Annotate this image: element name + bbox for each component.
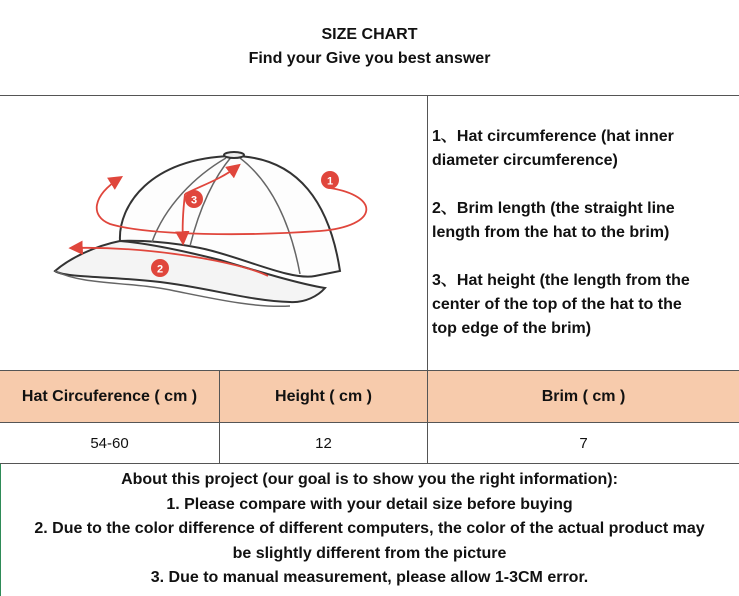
size-table-header (0, 370, 739, 423)
description-height: 3、Hat height (the length from the center of the top of the hat to the top edge of the brim) (432, 272, 690, 337)
page-title: SIZE CHART (321, 26, 418, 43)
page-subtitle: Find your Give you best answer (248, 50, 491, 67)
svg-text:2: 2 (156, 263, 164, 276)
cell-brim: 7 (579, 434, 588, 452)
note-3: 3. Due to manual measurement, please allow 1-3CM error. (150, 569, 589, 586)
note-intro: About this project (our goal is to show you the right information): (121, 471, 618, 488)
table-row (0, 423, 739, 464)
svg-text:1: 1 (326, 175, 334, 188)
marker-1 (321, 171, 339, 189)
note-2-cont: be slightly different from the picture (232, 544, 507, 562)
project-notes (0, 468, 739, 591)
marker-3 (185, 190, 203, 208)
baseball-cap-diagram (0, 96, 428, 370)
note-1: 1. Please compare with your detail size before buying (166, 495, 573, 513)
marker-2 (151, 259, 169, 277)
svg-text:3: 3 (190, 194, 198, 207)
measurement-descriptions (428, 96, 739, 370)
column-header-brim: Brim ( cm ) (541, 387, 626, 405)
column-header-height: Height ( cm ) (220, 371, 428, 422)
hat-diagram-cell (0, 96, 428, 370)
header (0, 0, 739, 96)
description-circumference: 1、Hat circumference (hat inner diameter circumference) (432, 128, 674, 169)
cap-outline-icon (55, 152, 340, 306)
cell-circumference: 54-60 (0, 423, 220, 463)
note-2: 2. Due to the color difference of different computers, the color of the actual product may (34, 520, 705, 537)
cell-height: 12 (220, 423, 428, 463)
column-header-circumference: Hat Circuference ( cm ) (0, 371, 220, 422)
description-brim: 2、Brim length (the straight line length from the hat to the brim) (432, 200, 675, 241)
